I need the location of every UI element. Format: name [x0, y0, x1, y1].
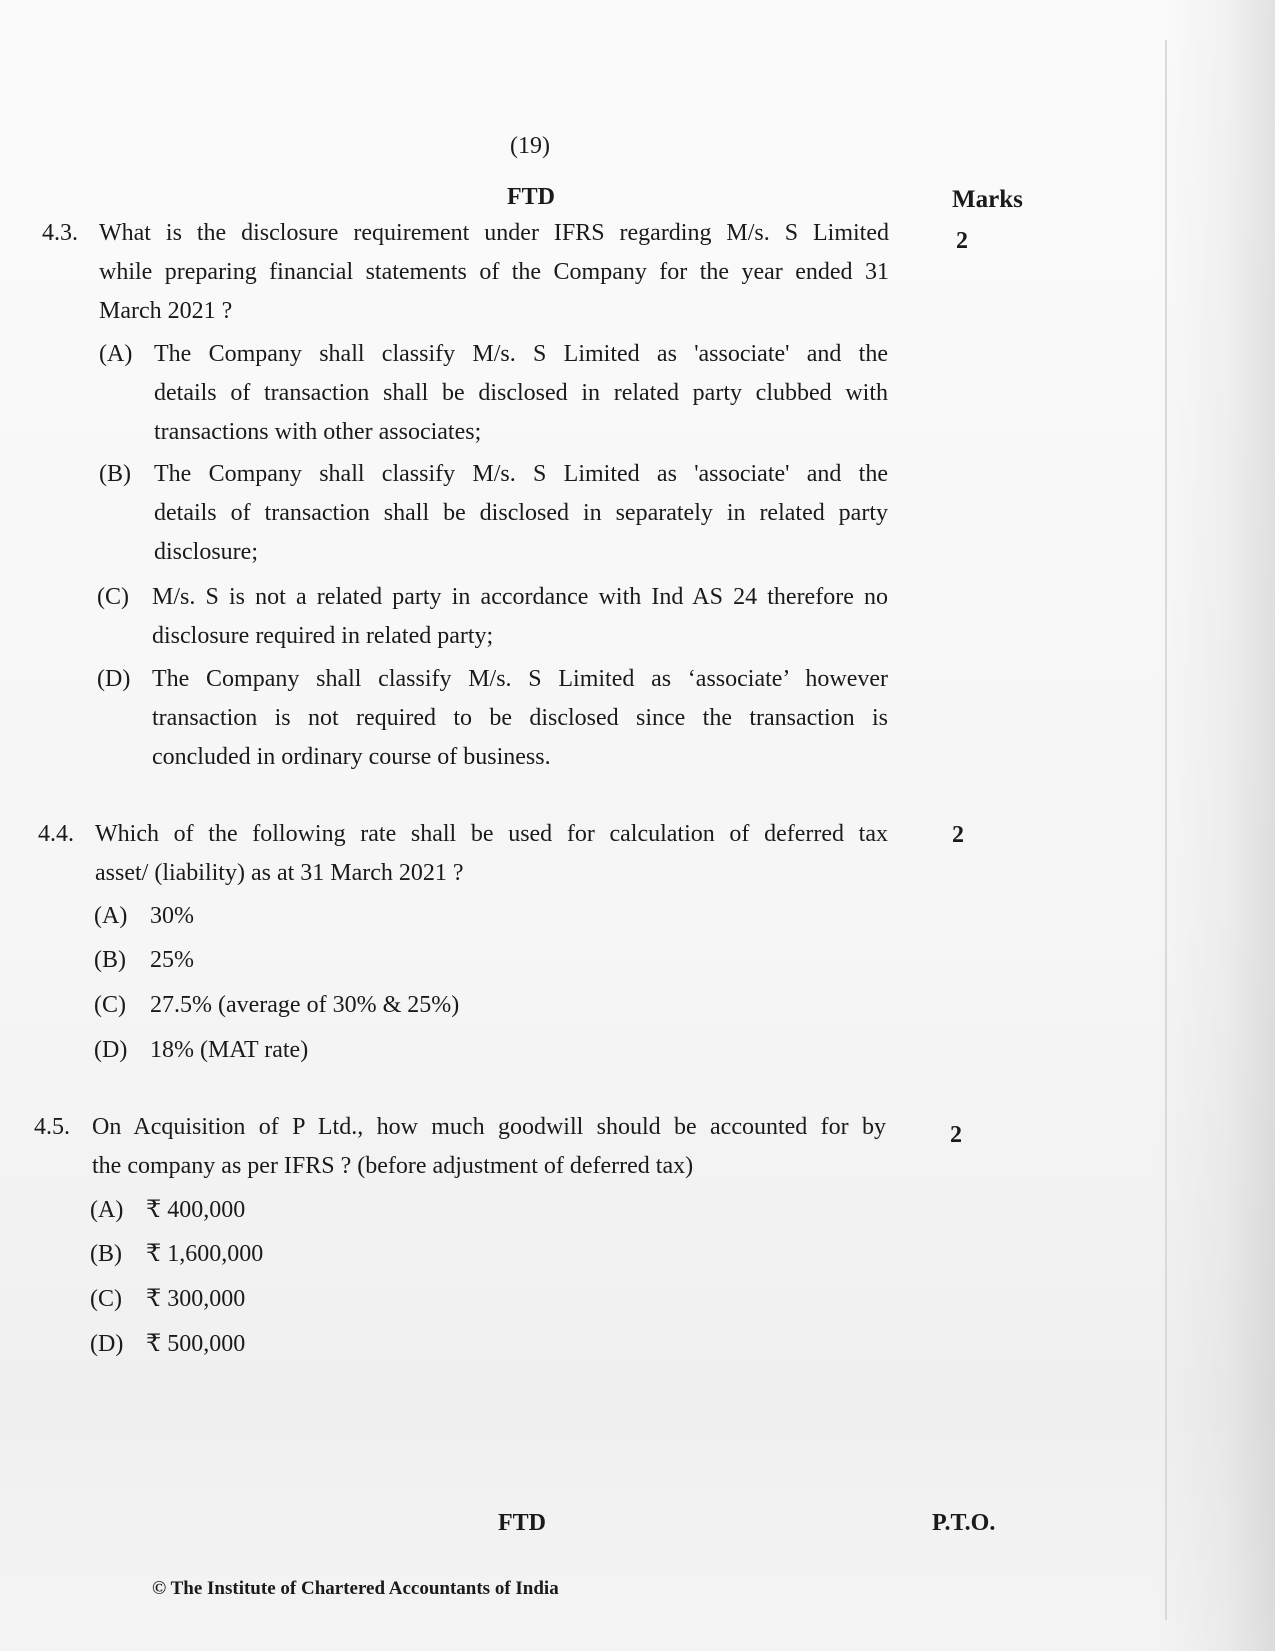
question-number: 4.5. — [34, 1114, 70, 1140]
option-text: The Company shall classify M/s. S Limited as 'associate' and the details of transaction shall be disclosed in separately in related party disclosure; — [154, 461, 888, 565]
option-text: The Company shall classify M/s. S Limited as ‘associate’ however transaction is not required to be disclosed since the transaction is concluded in ordinary course of business. — [152, 666, 888, 770]
header-code: FTD — [507, 184, 555, 210]
option-text: ₹ 300,000 — [146, 1286, 246, 1312]
page-edge-shadow — [1155, 0, 1275, 1651]
option-label: (D) — [94, 1037, 128, 1063]
option-label: (C) — [94, 992, 126, 1018]
option-label: (D) — [97, 666, 131, 692]
option-text: 25% — [150, 947, 194, 973]
option-label: (A) — [90, 1197, 124, 1223]
option-text: ₹ 1,600,000 — [146, 1241, 264, 1267]
question-marks: 2 — [950, 1122, 962, 1148]
option-text: ₹ 500,000 — [146, 1331, 246, 1357]
option-label: (C) — [90, 1286, 122, 1312]
option-text: M/s. S is not a related party in accordance with Ind AS 24 therefore no disclosure required in related party; — [152, 584, 888, 649]
question-text: Which of the following rate shall be used for calculation of deferred tax asset/ (liability) as at 31 March 2021 ? — [95, 821, 888, 886]
question-text: On Acquisition of P Ltd., how much goodwill should be accounted for by the company as per IFRS ? (before adjustment of deferred tax) — [92, 1114, 886, 1179]
option-text: ₹ 400,000 — [146, 1197, 246, 1223]
option-text: 30% — [150, 903, 194, 929]
question-number: 4.3. — [42, 220, 78, 246]
option-text: The Company shall classify M/s. S Limited as 'associate' and the details of transaction shall be disclosed in related party clubbed with transactions with other associates; — [154, 341, 888, 445]
footer-code: FTD — [498, 1510, 546, 1536]
copyright-notice: © The Institute of Chartered Accountants of India — [152, 1578, 559, 1599]
please-turn-over: P.T.O. — [932, 1510, 996, 1536]
question-text: What is the disclosure requirement under IFRS regarding M/s. S Limited while preparing financial statements of the Company for the year ended 31 March 2021 ? — [99, 220, 889, 324]
option-text: 18% (MAT rate) — [150, 1037, 309, 1063]
option-label: (B) — [90, 1241, 122, 1267]
page-edge-line — [1165, 40, 1167, 1620]
option-label: (A) — [94, 903, 128, 929]
question-marks: 2 — [952, 822, 964, 848]
option-label: (B) — [99, 461, 131, 487]
question-marks: 2 — [956, 228, 968, 254]
option-label: (A) — [99, 341, 133, 367]
option-label: (B) — [94, 947, 126, 973]
marks-column-label: Marks — [952, 186, 1023, 213]
option-label: (C) — [97, 584, 129, 610]
page-number: (19) — [510, 133, 550, 159]
question-number: 4.4. — [38, 821, 74, 847]
option-text: 27.5% (average of 30% & 25%) — [150, 992, 460, 1018]
option-label: (D) — [90, 1331, 124, 1357]
